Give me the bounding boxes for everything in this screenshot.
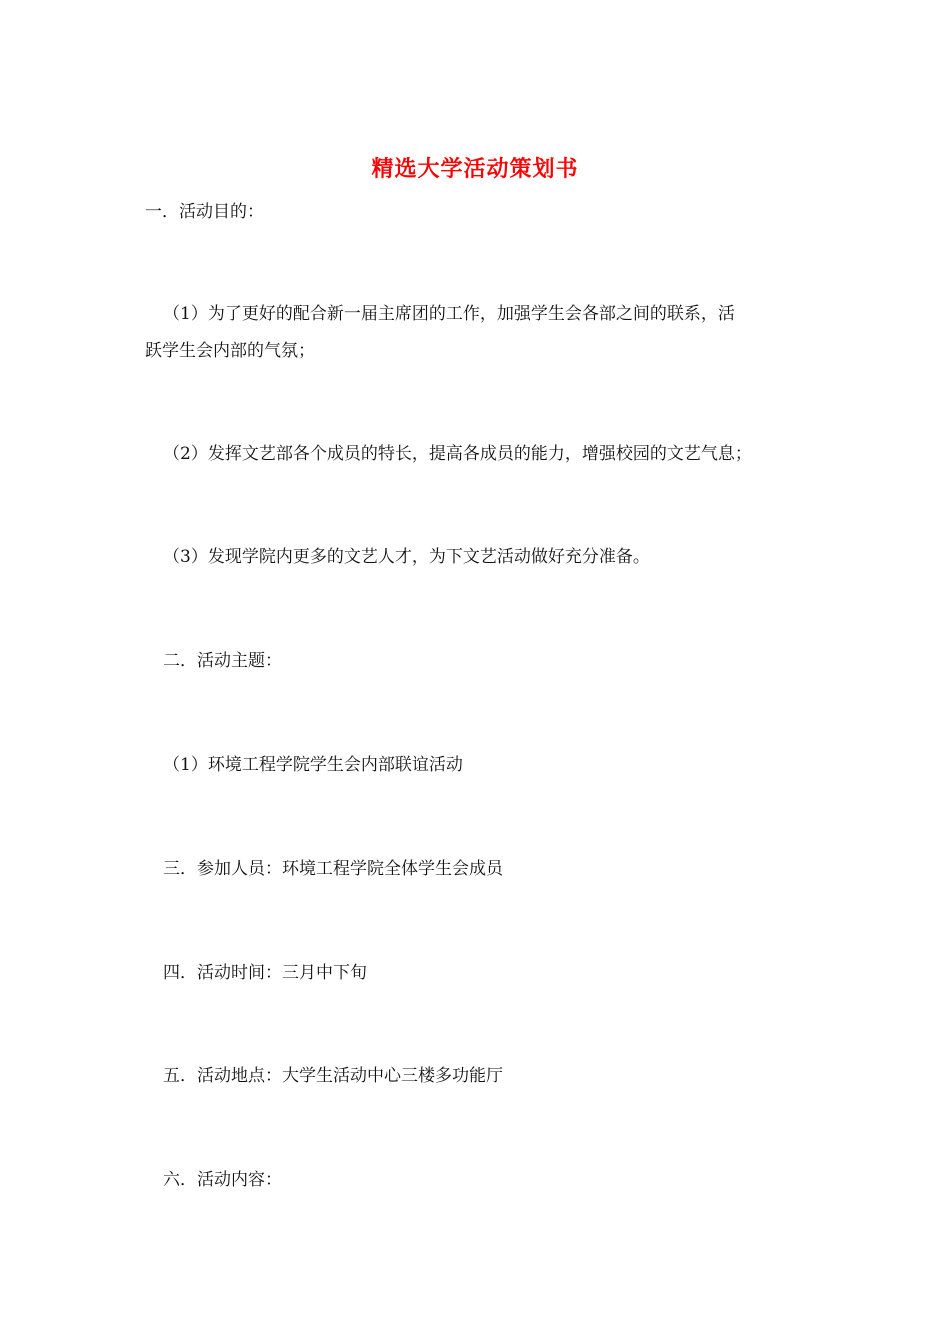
section-1-item-1-line-2: 跃学生会内部的气氛；: [145, 341, 315, 361]
section-4-time: 四．活动时间：三月中下旬: [163, 963, 367, 983]
section-1-item-1-line-1: （1）为了更好的配合新一届主席团的工作，加强学生会各部之间的联系，活: [163, 304, 735, 324]
section-1-item-3: （3）发现学院内更多的文艺人才，为下文艺活动做好充分准备。: [163, 547, 650, 567]
document-title: 精选大学活动策划书: [371, 156, 579, 182]
section-5-location: 五．活动地点：大学生活动中心三楼多功能厅: [163, 1066, 503, 1086]
section-2-heading: 二．活动主题：: [163, 651, 282, 671]
section-6-heading: 六．活动内容：: [163, 1170, 282, 1190]
section-3-participants: 三．参加人员：环境工程学院全体学生会成员: [163, 859, 503, 879]
section-2-item-1: （1）环境工程学院学生会内部联谊活动: [163, 755, 463, 775]
section-1-heading: 一．活动目的：: [145, 202, 264, 222]
section-1-item-2: （2）发挥文艺部各个成员的特长，提高各成员的能力，增强校园的文艺气息；: [163, 444, 752, 464]
